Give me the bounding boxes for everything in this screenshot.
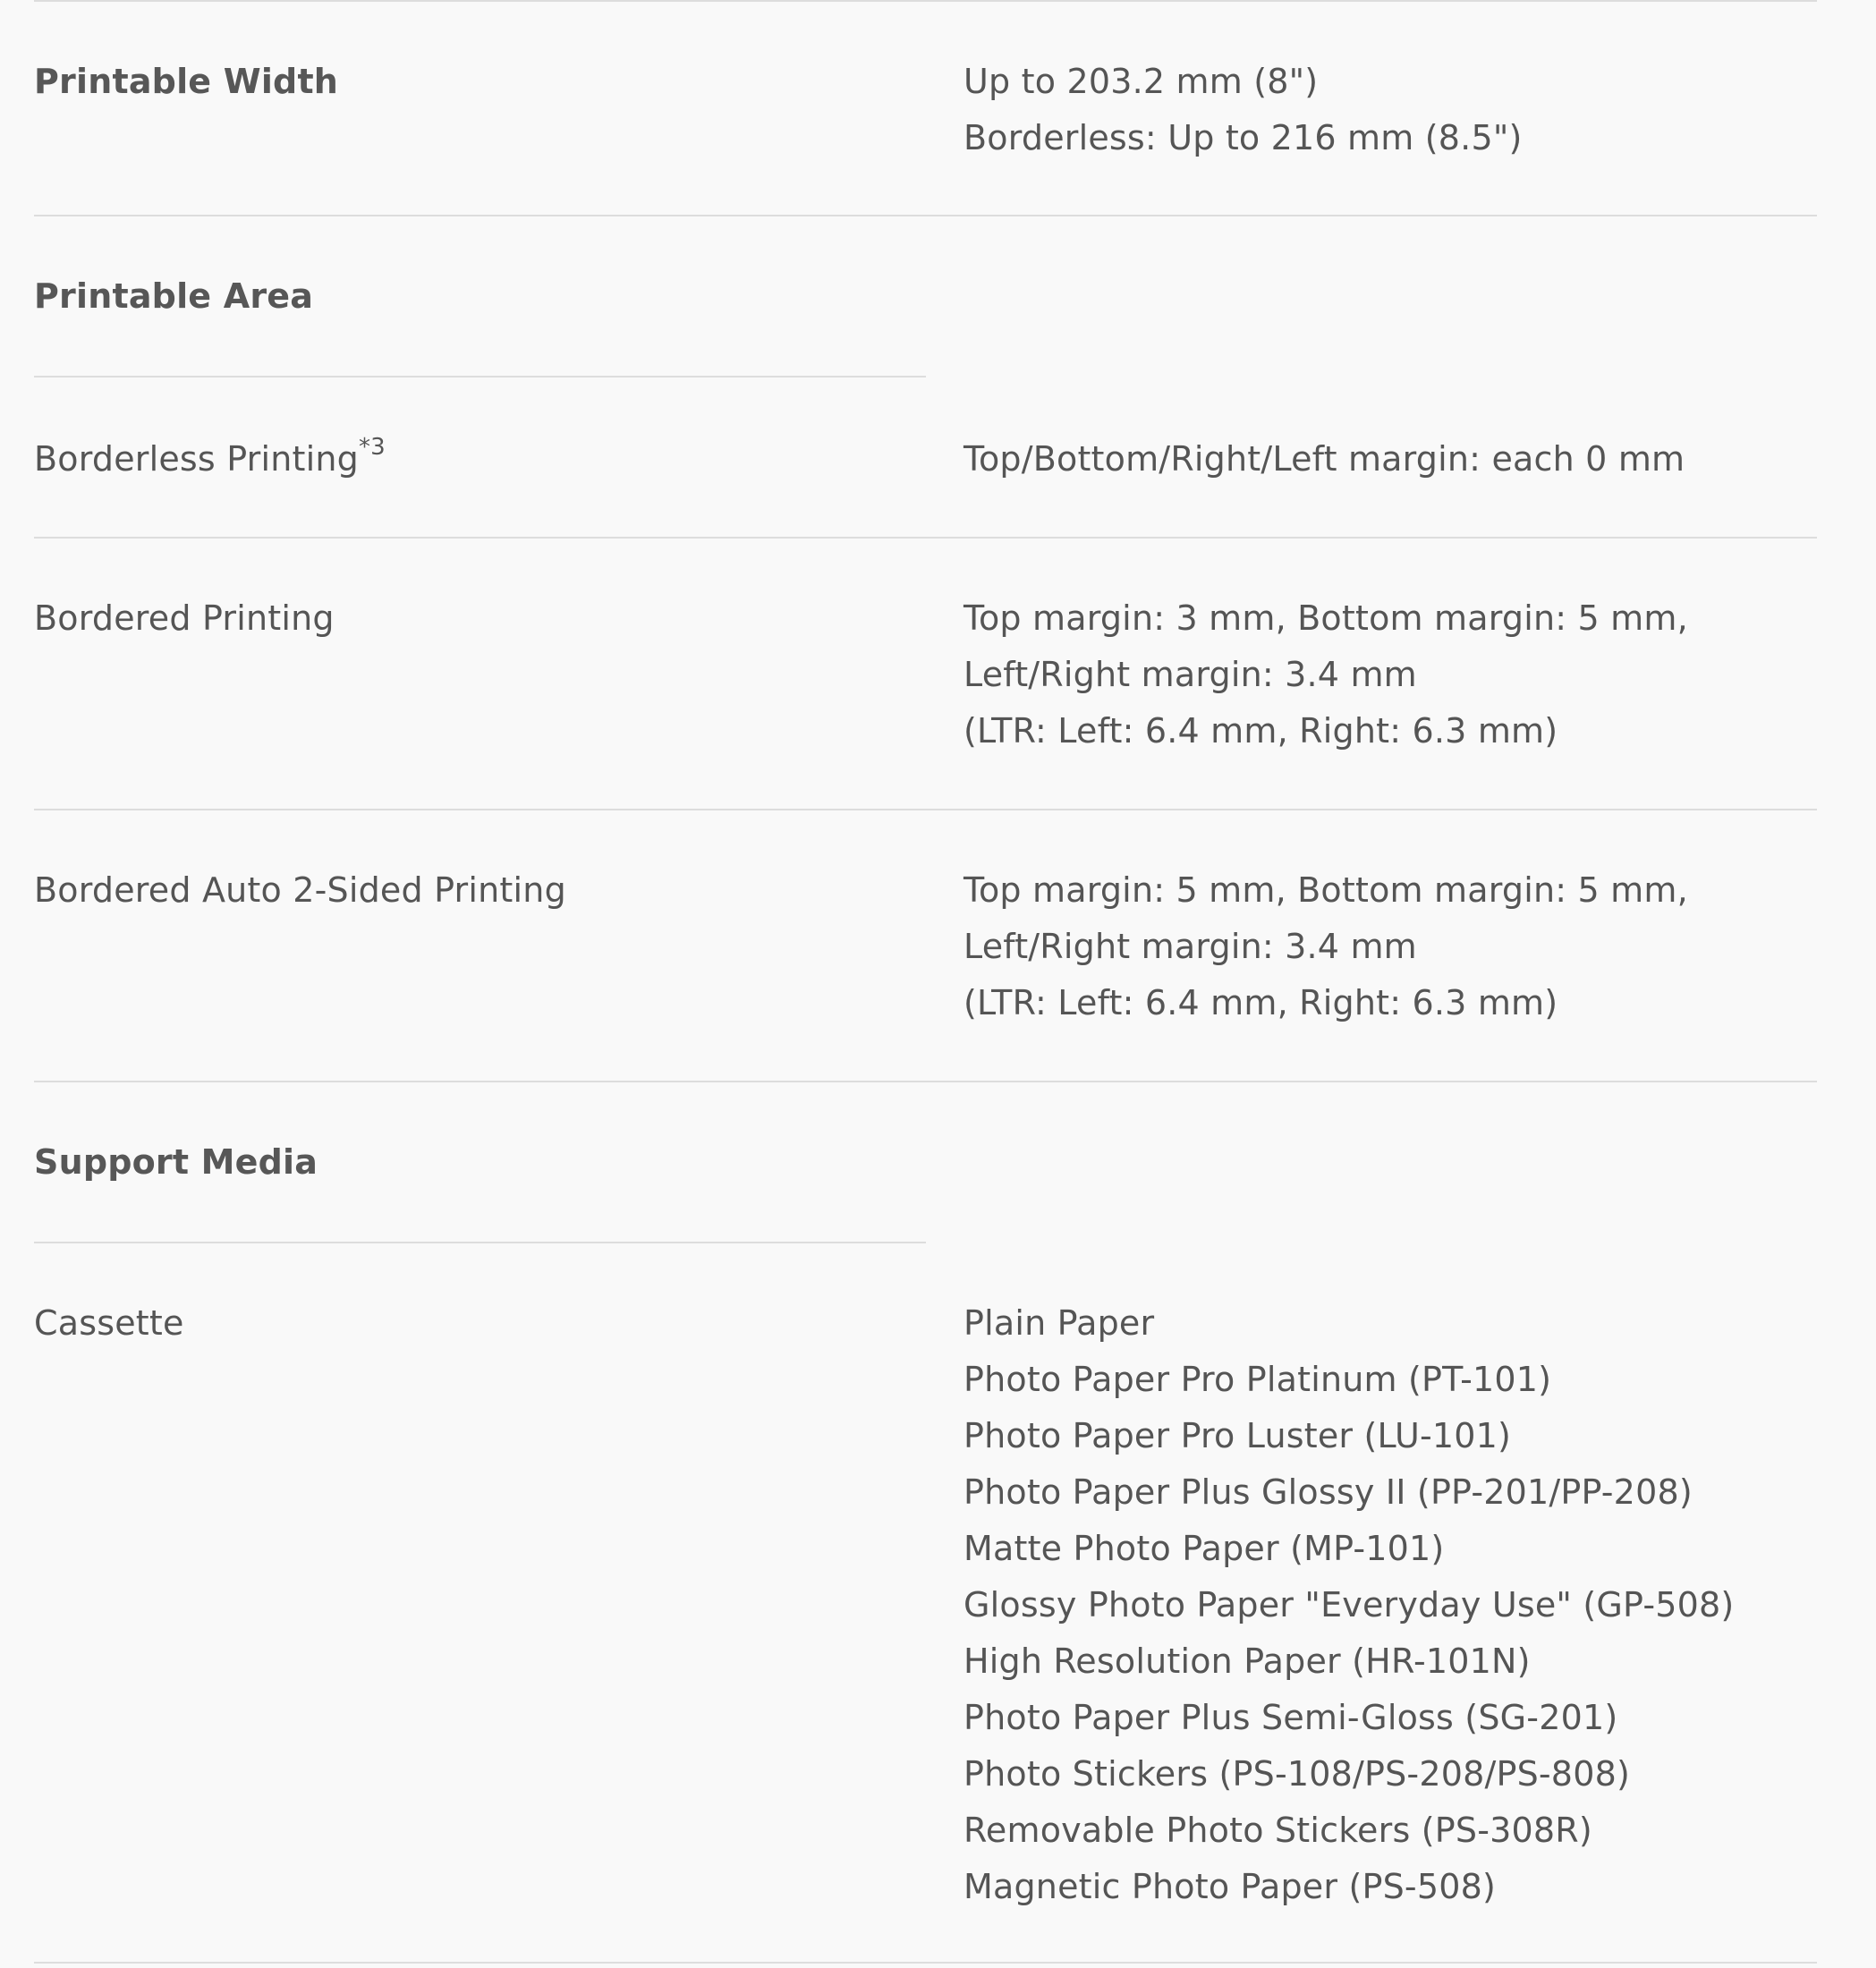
spec-section-support-media bbox=[34, 1082, 1817, 1243]
media-list-item: High Resolution Paper (HR-101N) bbox=[963, 1641, 1531, 1681]
spec-row-bordered-auto-2sided bbox=[34, 810, 1817, 1082]
spec-value-cassette-media-list bbox=[963, 1295, 1817, 1962]
spec-row-cassette bbox=[34, 1243, 1817, 1964]
media-list-item: Photo Paper Plus Semi-Gloss (SG-201) bbox=[963, 1698, 1618, 1737]
media-list-item: Photo Paper Plus Glossy II (PP-201/PP-208) bbox=[963, 1472, 1693, 1512]
media-list-item: Photo Paper Pro Platinum (PT-101) bbox=[963, 1360, 1552, 1399]
borderless-printing-text: Borderless Printing bbox=[34, 439, 359, 479]
media-list-item: Magnetic Photo Paper (PS-508) bbox=[963, 1867, 1496, 1906]
empty-cell bbox=[963, 268, 1817, 377]
spec-value-line: Left/Right margin: 3.4 mm bbox=[963, 655, 1417, 694]
spec-value-bordered-auto-2sided bbox=[963, 862, 1817, 1081]
spec-value-line: Top margin: 5 mm, Bottom margin: 5 mm, bbox=[963, 870, 1688, 910]
spec-value-line: (LTR: Left: 6.4 mm, Right: 6.3 mm) bbox=[963, 983, 1558, 1022]
spec-value-line: Left/Right margin: 3.4 mm bbox=[963, 927, 1417, 966]
media-list-item: Photo Stickers (PS-108/PS-208/PS-808) bbox=[963, 1754, 1630, 1794]
spec-value-line: Up to 203.2 mm (8") bbox=[963, 62, 1319, 101]
section-heading-support-media: Support Media bbox=[34, 1142, 318, 1182]
spec-label-printable-width: Printable Width bbox=[34, 62, 339, 101]
media-list-item: Photo Paper Pro Luster (LU-101) bbox=[963, 1416, 1512, 1455]
spec-value-line: Top/Bottom/Right/Left margin: each 0 mm bbox=[963, 439, 1685, 479]
spec-label-borderless-printing bbox=[34, 431, 963, 537]
footnote-marker: *3 bbox=[358, 434, 386, 462]
section-heading-printable-area: Printable Area bbox=[34, 276, 314, 316]
spec-value-line: Borderless: Up to 216 mm (8.5") bbox=[963, 118, 1523, 157]
spec-value-borderless-printing bbox=[963, 431, 1817, 537]
spec-row-printable-width bbox=[34, 0, 1817, 216]
spec-table bbox=[34, 0, 1817, 1964]
spec-label-bordered-printing: Bordered Printing bbox=[34, 598, 335, 638]
spec-section-printable-area bbox=[34, 216, 1817, 377]
spec-label-cassette: Cassette bbox=[34, 1303, 184, 1343]
media-list-item: Matte Photo Paper (MP-101) bbox=[963, 1529, 1445, 1568]
spec-row-borderless-printing bbox=[34, 377, 1817, 539]
media-list-item: Plain Paper bbox=[963, 1303, 1155, 1343]
media-list-item: Removable Photo Stickers (PS-308R) bbox=[963, 1811, 1592, 1850]
media-list-item: Glossy Photo Paper "Everyday Use" (GP-508) bbox=[963, 1585, 1735, 1624]
spec-value-printable-width bbox=[963, 54, 1817, 215]
spec-value-line: (LTR: Left: 6.4 mm, Right: 6.3 mm) bbox=[963, 711, 1558, 751]
spec-value-bordered-printing bbox=[963, 590, 1817, 809]
spec-label-bordered-auto-2sided: Bordered Auto 2-Sided Printing bbox=[34, 870, 566, 910]
spec-row-bordered-printing bbox=[34, 539, 1817, 810]
spec-value-line: Top margin: 3 mm, Bottom margin: 5 mm, bbox=[963, 598, 1688, 638]
empty-cell bbox=[963, 1134, 1817, 1243]
